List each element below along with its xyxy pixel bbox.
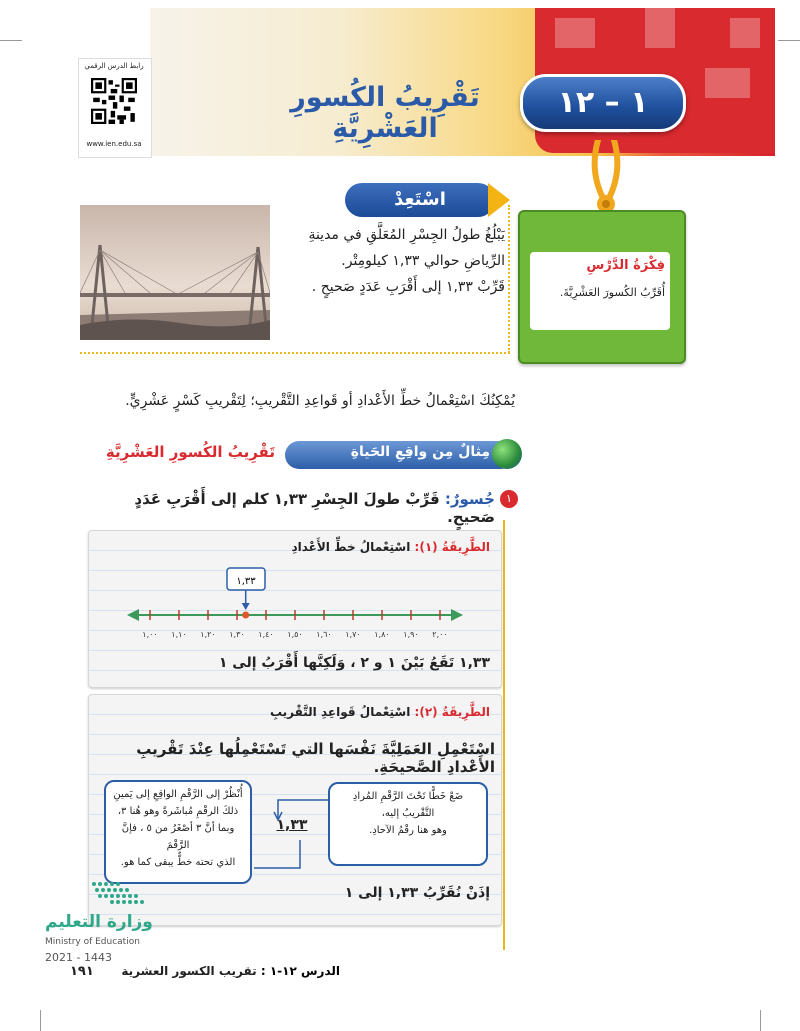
qr-label: رابط الدرس الرقمي xyxy=(84,62,144,70)
number-line-callout: ١,٣٣ xyxy=(236,576,256,587)
qr-url[interactable]: www.ien.edu.sa xyxy=(86,140,142,148)
intro-text: يُمْكِنُكَ اسْتِعْمالُ خطِّ الأَعْدادِ أو قَواعِدِ التَّقْريبِ؛ لِتَقْريبِ كَسْرٍ عَشْرِيٍّ. xyxy=(125,393,515,409)
ministry-logo-icon xyxy=(90,880,150,908)
qr-code-icon[interactable] xyxy=(91,78,137,124)
number-line-point xyxy=(242,612,249,619)
note-underline xyxy=(328,782,488,866)
note-line: الذي تحته خطٌّ يبقى كما هو. xyxy=(120,857,236,868)
method2-result: إذَنْ نُقَرِّبُ ١,٣٣ إلى ١ xyxy=(344,885,490,901)
number-line-tick-label: ١,٤٠ xyxy=(258,630,274,639)
number-line-tick-label: ١,١٠ xyxy=(171,630,187,639)
underlined-number: ١,٣٣ xyxy=(276,817,308,833)
method2-title xyxy=(250,705,490,719)
question xyxy=(110,490,495,526)
number-line-tick-label: ١,٢٠ xyxy=(200,630,216,639)
number-line-tick-label: ١,٥٠ xyxy=(287,630,303,639)
question-number-badge: ١ xyxy=(500,490,518,508)
page-title: تَقْرِيبُ الكُسورِ العَشْرِيَّةِ xyxy=(290,82,480,144)
ready-arrow-icon xyxy=(488,183,510,217)
method2-text: اسْتَعْمِلِ العَمَلِيَّةَ نَفْسَها التي تَسْتَعْمِلُها عِنْدَ تَقْريبِ الأَعْدادِ الصَّحيحَةِ. xyxy=(136,740,495,776)
edition-year: 2021 - 1443 xyxy=(45,951,112,964)
ready-label: اسْتَعِدْ xyxy=(345,183,495,217)
ready-line: قَرِّبْ ١,٣٣ إلى أَقْرَبِ عَدَدٍ صَحيحٍ . xyxy=(311,279,505,295)
divider xyxy=(80,352,510,354)
crop-mark xyxy=(760,1010,761,1031)
question-text: قَرِّبْ طولَ الجِسْرِ ١,٣٣ كلم إلى أَقْرَبِ عَدَدٍ صَحيحٍ. xyxy=(134,490,495,526)
crop-mark xyxy=(40,1010,41,1031)
lesson-idea-body: أُقَرِّبُ الكُسورَ العَشْرِيَّةَ. xyxy=(559,286,665,299)
ready-line: يَبْلُغُ طولُ الجِسْرِ المُعَلَّقِ في مدينةِ xyxy=(308,227,505,243)
number-line-arrow-left-icon xyxy=(127,609,139,621)
ministry-name-en: Ministry of Education xyxy=(45,937,140,947)
ready-text xyxy=(280,222,505,300)
number-line-tick-label: ١,٩٠ xyxy=(403,630,419,639)
number-line-tick-label: ٢,٠٠ xyxy=(432,630,448,639)
crop-mark xyxy=(778,40,800,41)
number-line-pointer-arrow-icon xyxy=(242,603,250,610)
method2-prefix: الطَّرِيقَةُ (٢): xyxy=(414,705,490,719)
bridge-photo xyxy=(80,205,270,340)
lesson-idea-title: فِكْرَةُ الدَّرْسِ xyxy=(586,258,665,273)
ready-line: الرِّياضِ حوالي ١,٣٣ كيلومِتْر. xyxy=(341,253,505,269)
number-line-tick-label: ١,٣٠ xyxy=(229,630,245,639)
note-line: أُنْظُرْ إلى الرَّقْمِ الواقِعِ إلى يَمينِ xyxy=(113,789,243,800)
note-line: وبما أنَّ ٣ أصْغَرُ من ٥ ، فإنَّ الرَّقْمَ xyxy=(121,823,235,851)
note-line: التَّقْريبُ إليه، xyxy=(381,808,435,819)
note-line: ضَعْ خَطًّا تَحْتَ الرَّقْمِ المُرادِ xyxy=(352,791,464,802)
note-look-right xyxy=(104,780,252,884)
lesson-number-badge: ١ – ١٢ xyxy=(520,74,686,132)
method1-title xyxy=(250,540,490,554)
footer-lesson-title: تقريب الكسور العشرية xyxy=(121,964,257,978)
divider xyxy=(508,205,510,353)
number-line xyxy=(95,565,495,655)
method2-name: اسْتِعْمالُ قَواعِدِ التَّقْريبِ xyxy=(269,705,411,719)
number-line-arrow-right-icon xyxy=(451,609,463,621)
note-line: وهو هنا رقْمُ الآحادِ. xyxy=(369,825,447,836)
number-line-tick-label: ١,٨٠ xyxy=(374,630,390,639)
example-title: تَقْرِيبُ الكُسورِ العَشْرِيَّةِ xyxy=(105,443,275,461)
ministry-name-ar: وزارة التعليم xyxy=(45,912,153,932)
globe-icon xyxy=(492,439,522,469)
page-number: ١٩١ xyxy=(70,964,94,979)
side-rule xyxy=(503,520,505,950)
number-line-tick-label: ١,٦٠ xyxy=(316,630,332,639)
question-topic: جُسورٌ: xyxy=(444,490,495,508)
number-line-tick-label: ١,٧٠ xyxy=(345,630,361,639)
method1-prefix: الطَّرِيقَةُ (١): xyxy=(414,540,490,554)
crop-mark xyxy=(0,40,22,41)
footer-lesson: الدرس ١٢-١ : xyxy=(260,964,340,978)
tag-strap-icon xyxy=(586,140,626,220)
method1-result: ١,٣٣ تَقَعُ بَيْنَ ١ و ٢ ، وَلَكِنَّها أَقْرَبُ إلى ١ xyxy=(218,655,490,671)
method1-name: اسْتِعْمالُ خطِّ الأَعْدادِ xyxy=(291,540,411,554)
number-line-tick-label: ١,٠٠ xyxy=(142,630,158,639)
example-label: مِثالٌ مِن واقِعِ الحَياةِ xyxy=(350,444,490,460)
note-line: ذلكَ الرقْمِ مُباشَرةً وهو هُنا ٣، xyxy=(117,806,239,817)
